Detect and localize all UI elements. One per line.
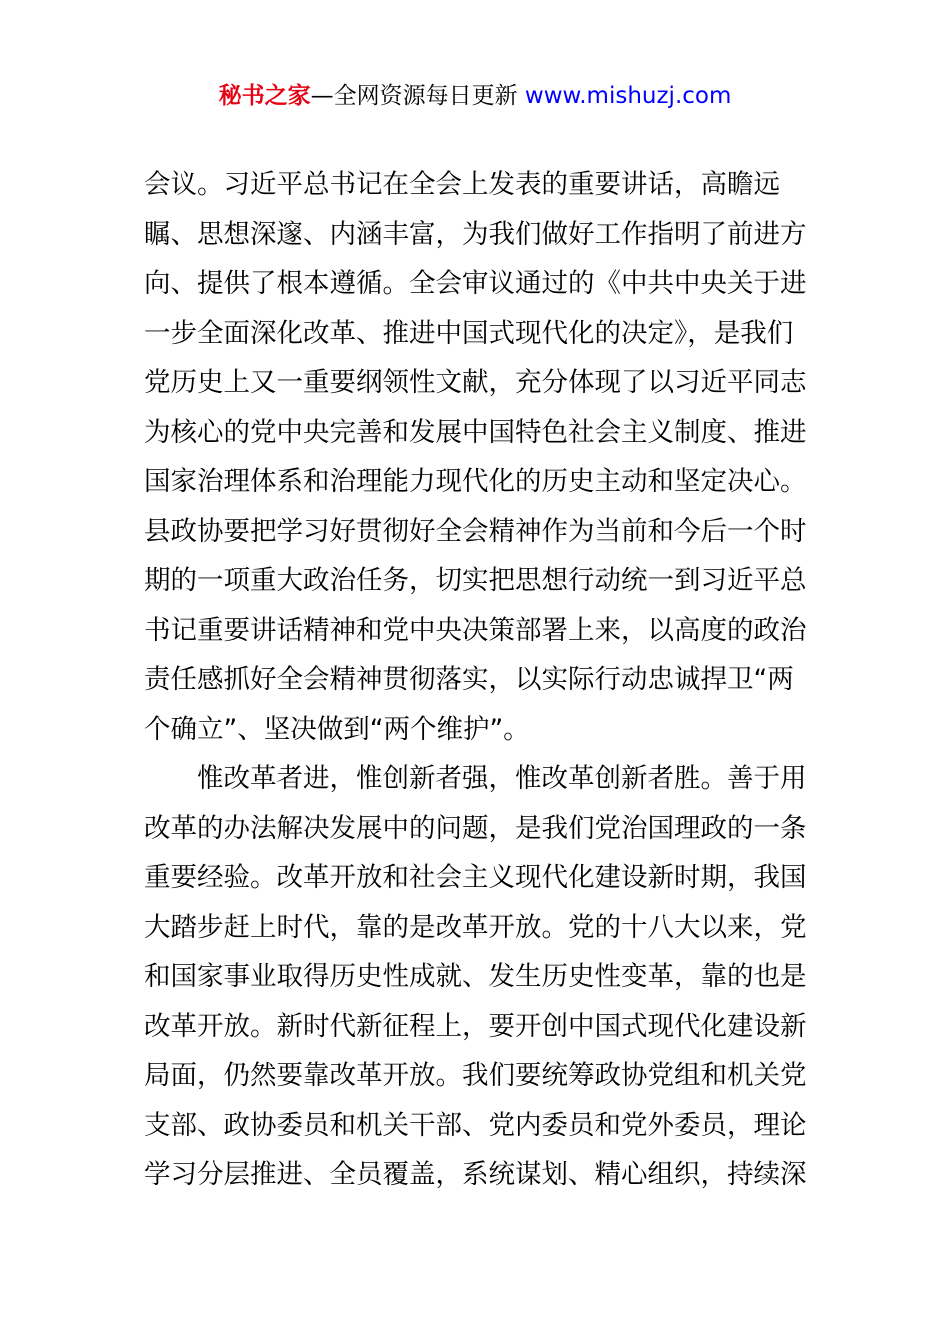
text-line: 学习分层推进、全员覆盖，系统谋划、精心组织，持续深 [144,1159,807,1190]
body-text [144,160,807,1200]
site-url-link[interactable]: www.mishuzj.com [524,83,732,109]
text-line: 国家治理体系和治理能力现代化的历史主动和坚定决心。 [144,466,807,497]
page-header [0,80,950,112]
text-line: 向、提供了根本遵循。全会审议通过的《中共中央关于进 [144,268,807,299]
text-line: 责任感抓好全会精神贯彻落实，以实际行动忠诚捍卫“两 [144,664,794,695]
text-line: 改革的办法解决发展中的问题，是我们党治国理政的一条 [144,812,807,844]
text-line: 瞩、思想深邃、内涵丰富，为我们做好工作指明了前进方 [144,218,807,250]
paragraph-first-line: 惟改革者进，惟创新者强，惟改革创新者胜。善于用 [197,763,807,794]
header-tagline: —全网资源每日更新 [310,83,525,109]
text-line: 会议。习近平总书记在全会上发表的重要讲话，高瞻远 [144,169,780,200]
text-line: 期的一项重大政治任务，切实把思想行动统一到习近平总 [144,565,807,596]
text-line: 局面，仍然要靠改革开放。我们要统筹政协党组和机关党 [144,1060,807,1091]
text-line: 党历史上又一重要纲领性文献，充分体现了以习近平同志 [144,367,807,398]
text-line: 和国家事业取得历史性成就、发生历史性变革，靠的也是 [144,961,807,992]
text-line: 一步全面深化改革、推进中国式现代化的决定》，是我们 [144,317,794,349]
text-line: 书记重要讲话精神和党中央决策部署上来，以高度的政治 [144,614,807,646]
text-line: 个确立”、坚决做到“两个维护”。 [144,713,530,745]
text-line: 为核心的党中央完善和发展中国特色社会主义制度、推进 [144,416,807,448]
text-line: 大踏步赶上时代，靠的是改革开放。党的十八大以来，党 [144,911,807,943]
brand-name: 秘书之家 [218,83,311,109]
text-line: 重要经验。改革开放和社会主义现代化建设新时期，我国 [144,862,807,893]
text-line: 县政协要把学习好贯彻好全会精神作为当前和今后一个时 [144,515,807,547]
text-line: 改革开放。新时代新征程上，要开创中国式现代化建设新 [144,1010,807,1042]
text-line: 支部、政协委员和机关干部、党内委员和党外委员，理论 [144,1109,807,1141]
